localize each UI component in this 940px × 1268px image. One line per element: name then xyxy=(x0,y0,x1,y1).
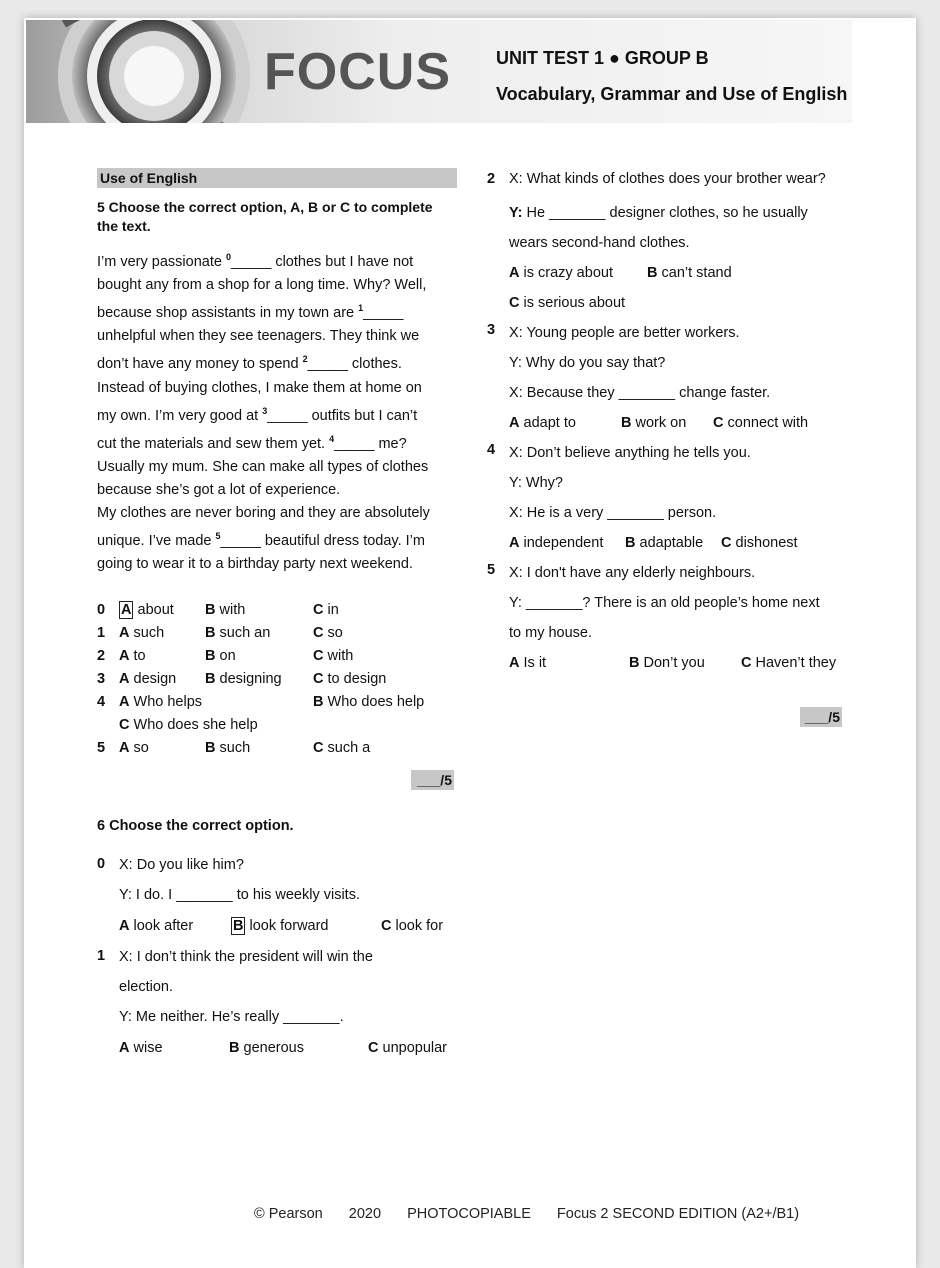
item-number: 3 xyxy=(97,670,106,687)
dialogue-line: to my house. xyxy=(509,625,593,641)
exercise-5-instructions: 5 Choose the correct option, A, B or C to complete the text. xyxy=(97,199,433,234)
brand-logo-text: FOCUS xyxy=(264,43,451,101)
dialogue-line: Y: Me neither. He’s really _______. xyxy=(119,1009,344,1025)
dialogue-line: Y: _______? There is an old people’s home next xyxy=(509,595,820,611)
choice-row xyxy=(509,648,887,678)
exercise-6 xyxy=(97,818,467,1064)
option-a[interactable]: A Who helps xyxy=(119,693,203,710)
choice-row xyxy=(509,288,887,318)
gap-blank[interactable]: _____ outfits but I can’t xyxy=(267,407,418,424)
option-b[interactable]: B can’t stand xyxy=(647,265,732,281)
question-5 xyxy=(487,558,887,678)
choice-row xyxy=(119,1032,467,1064)
reading-passage xyxy=(97,246,457,577)
option-b[interactable]: B work on xyxy=(621,415,687,431)
option-c[interactable]: C such a xyxy=(313,739,371,756)
page-footer xyxy=(254,1206,821,1222)
edition-text: Focus 2 SECOND EDITION (A2+/B1) xyxy=(556,1206,800,1222)
passage-line: my own. I’m very good at $^3$_____ outfits but I can’t xyxy=(97,405,418,424)
option-b[interactable]: B such an xyxy=(205,624,271,641)
passage-line: I’m very passionate $^0$_____ clothes but I have not xyxy=(97,252,414,270)
question-1 xyxy=(97,942,467,1064)
option-a[interactable]: A adapt to xyxy=(509,415,576,431)
dialogue-line: election. xyxy=(119,979,174,995)
option-c[interactable]: C so xyxy=(313,624,343,641)
option-a[interactable]: A wise xyxy=(119,1040,163,1056)
question-number: 3 xyxy=(487,322,496,338)
option-c[interactable]: C connect with xyxy=(713,415,809,431)
question-number: 5 xyxy=(487,562,496,578)
item-number: 1 xyxy=(97,624,106,641)
passage-line: because shop assistants in my town are $^1$_____ xyxy=(97,303,404,322)
choice-row xyxy=(119,910,467,942)
dialogue-line: X: Do you like him? xyxy=(119,857,244,873)
gap-number: 1 xyxy=(358,303,364,314)
option-row xyxy=(97,691,457,714)
choice-row xyxy=(509,528,887,558)
option-row xyxy=(97,622,457,645)
passage-line: unhelpful when they see teenagers. They think we xyxy=(97,328,420,345)
option-row xyxy=(97,737,457,760)
option-b[interactable]: B such xyxy=(205,739,251,756)
option-b[interactable]: B Who does help xyxy=(313,693,425,710)
option-c[interactable]: C unpopular xyxy=(368,1040,448,1056)
dialogue-line: X: I don’t think the president will win the xyxy=(119,949,373,965)
header-banner xyxy=(26,20,852,123)
dialogue-line: X: I don't have any elderly neighbours. xyxy=(509,565,756,581)
item-number: 2 xyxy=(97,647,106,664)
dialogue-line: Y: Why do you say that? xyxy=(509,355,666,371)
dialogue-line: Y: I do. I _______ to his weekly visits. xyxy=(119,887,360,903)
option-a[interactable]: A such xyxy=(119,624,165,641)
gap-blank[interactable]: _____ clothes but I have not xyxy=(230,253,414,270)
copyright-text: © Pearson xyxy=(254,1206,323,1222)
unit-title: UNIT TEST 1 ● GROUP B xyxy=(496,48,709,68)
dialogue-line: Y: He _______ designer clothes, so he usually xyxy=(509,205,808,221)
year-text: 2020 xyxy=(348,1206,382,1222)
question-0 xyxy=(97,850,467,942)
item-number: 0 xyxy=(97,601,106,618)
question-3 xyxy=(487,318,887,438)
passage-line: unique. I’ve made $^5$_____ beautiful dress today. I’m xyxy=(97,531,425,550)
dialogue-line: X: Young people are better workers. xyxy=(509,325,740,341)
section-heading: Use of English xyxy=(97,168,457,188)
passage-line: because she’s got a lot of experience. xyxy=(97,481,341,498)
exercise-6-continued xyxy=(487,168,887,678)
option-b[interactable]: B generous xyxy=(229,1040,304,1056)
option-b[interactable]: B designing xyxy=(205,670,282,687)
question-number: 1 xyxy=(97,948,106,964)
item-number: 4 xyxy=(97,693,106,710)
option-b[interactable]: B look forward xyxy=(233,918,329,934)
worksheet-page xyxy=(24,18,916,1268)
gap-number: 3 xyxy=(262,405,268,416)
option-c[interactable]: C is serious about xyxy=(509,295,626,311)
question-number: 0 xyxy=(97,856,106,872)
gap-number: 4 xyxy=(329,433,335,444)
option-c[interactable]: C Who does she help xyxy=(119,716,258,733)
option-c[interactable]: C in xyxy=(313,601,339,618)
gap-number: 5 xyxy=(215,531,221,542)
passage-line: My clothes are never boring and they are absolutely xyxy=(97,505,430,522)
option-b[interactable]: B adaptable xyxy=(625,535,704,551)
exercise-5-options xyxy=(97,599,457,760)
passage-line: cut the materials and sew them yet. $^4$_____ me? xyxy=(97,433,407,452)
dialogue-line: Y: Why? xyxy=(509,475,563,491)
option-a[interactable]: A independent xyxy=(509,535,604,551)
dialogue-line: X: Don’t believe anything he tells you. xyxy=(509,445,751,461)
choice-row xyxy=(509,408,887,438)
gap-number: 2 xyxy=(302,354,308,365)
question-4 xyxy=(487,438,887,558)
question-number: 2 xyxy=(487,171,496,187)
option-c[interactable]: C with xyxy=(313,647,354,664)
exercise-5 xyxy=(97,168,457,760)
answer-marker: A xyxy=(121,601,132,618)
option-a[interactable]: A design xyxy=(119,670,177,687)
photocopiable-text: PHOTOCOPIABLE xyxy=(407,1206,531,1222)
option-row xyxy=(97,645,457,668)
passage-line: going to wear it to a birthday party next weekend. xyxy=(97,556,413,573)
dialogue-line: wears second-hand clothes. xyxy=(509,235,690,251)
option-c[interactable]: C look for xyxy=(381,918,444,934)
option-b[interactable]: B on xyxy=(205,647,236,664)
passage-line: don’t have any money to spend $^2$_____ clothes. xyxy=(97,354,402,373)
gap-blank[interactable]: _____ clothes. xyxy=(307,356,402,373)
option-c[interactable]: C to design xyxy=(313,670,387,687)
option-b[interactable]: B Don’t you xyxy=(629,655,705,671)
option-a[interactable]: A is crazy about xyxy=(509,265,613,281)
option-row xyxy=(97,714,457,737)
dialogue-line: X: Because they _______ change faster. xyxy=(509,385,771,401)
gap-number: 0 xyxy=(225,252,231,262)
option-b[interactable]: B with xyxy=(205,601,246,618)
option-a[interactable]: A about xyxy=(121,601,174,618)
focus-lens-logo xyxy=(34,20,284,123)
exercise-6-score-box[interactable]: ___/5 xyxy=(800,707,842,727)
dialogue-line: X: What kinds of clothes does your brother wear? xyxy=(509,171,826,187)
item-number: 5 xyxy=(97,739,106,756)
gap-blank[interactable]: _____ beautiful dress today. I’m xyxy=(220,533,425,550)
option-row xyxy=(97,668,457,691)
option-a[interactable]: A so xyxy=(119,739,149,756)
gap-blank[interactable]: _____ me? xyxy=(334,435,407,452)
exercise-6-instructions: 6 Choose the correct option. xyxy=(97,818,294,834)
passage-line: bought any from a shop for a long time. Why? Well, xyxy=(97,277,427,294)
option-c[interactable]: C dishonest xyxy=(721,535,798,551)
gap-blank[interactable]: _____ xyxy=(363,305,404,322)
option-a[interactable]: A to xyxy=(119,647,146,664)
question-number: 4 xyxy=(487,442,496,458)
choice-row xyxy=(509,258,887,288)
option-c[interactable]: C Haven’t they xyxy=(741,655,837,671)
option-a[interactable]: A look after xyxy=(119,918,194,934)
unit-subtitle: Vocabulary, Grammar and Use of English xyxy=(496,84,848,104)
dialogue-line: X: He is a very _______ person. xyxy=(509,505,717,521)
passage-line: Instead of buying clothes, I make them at home on xyxy=(97,379,422,396)
question-2 xyxy=(487,168,887,318)
exercise-5-score-box[interactable]: ___/5 xyxy=(411,770,454,790)
option-a[interactable]: A Is it xyxy=(509,655,547,671)
passage-line: Usually my mum. She can make all types of clothes xyxy=(97,458,429,475)
answer-marker: B xyxy=(233,918,244,934)
option-row xyxy=(97,599,457,622)
